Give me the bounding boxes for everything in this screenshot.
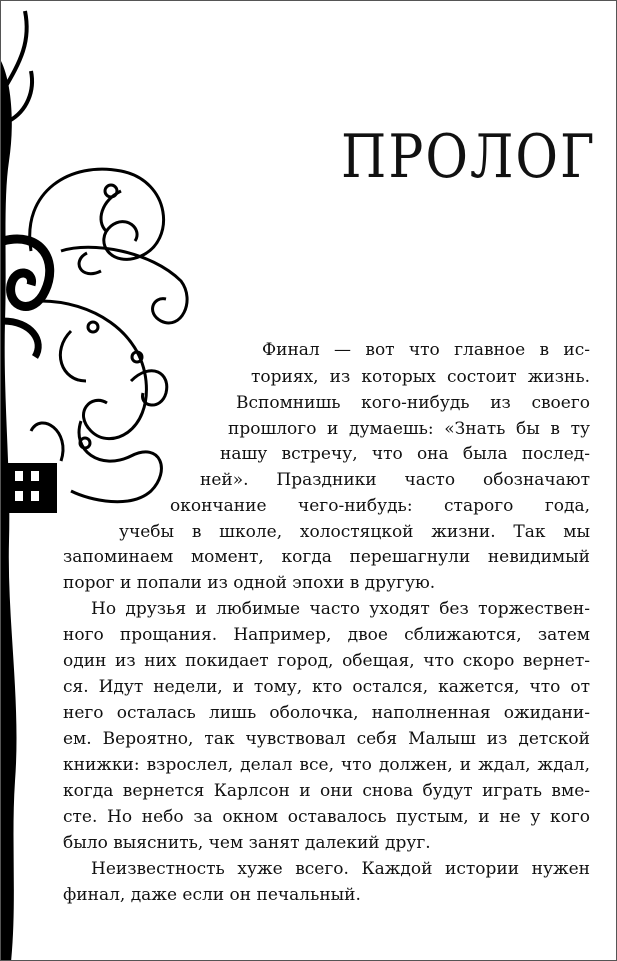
text-line: Но друзья и любимые часто уходят без торжествен- [91, 599, 590, 619]
text-line: сте. Но небо за окном оставалось пустым, и не у кого [63, 807, 590, 827]
text-line: порог и попали из одной эпохи в другую. [63, 573, 436, 593]
text-line: ся. Идут недели, и тому, кто остался, кажется, что от [63, 677, 590, 697]
text-line: один из них покидает город, обещая, что скоро вернет- [63, 651, 590, 671]
text-line: учебы в школе, холостяцкой жизни. Так мы [119, 522, 590, 542]
text-line: книжки: взрослел, делал все, что должен, и ждал, ждал, [63, 755, 590, 775]
text-line: Вспомнишь кого-нибудь из своего [236, 393, 590, 413]
text-line: когда вернется Карлсон и они снова будут играть вме- [63, 781, 590, 801]
text-line: было выяснить, чем занят далекий друг. [63, 833, 431, 853]
text-line: ем. Вероятно, так чувствовал себя Малыш из детской [63, 729, 590, 749]
text-line: Финал — вот что главное в ис- [262, 340, 590, 360]
text-line: нашу встречу, что она была послед- [220, 444, 590, 464]
text-line: окончание чего-нибудь: старого года, [170, 496, 590, 516]
text-line: финал, даже если он печальный. [63, 885, 361, 905]
text-line: ториях, из которых состоит жизнь. [251, 367, 590, 387]
chapter-title: ПРОЛОГ [341, 123, 597, 192]
text-line: ного прощания. Например, двое сближаются, затем [63, 625, 590, 645]
text-line: запоминаем момент, когда перешагнули невидимый [63, 547, 590, 567]
text-line: ней». Праздники часто обозначают [200, 470, 590, 490]
text-line: него осталась лишь оболочка, наполненная ожидани- [63, 703, 590, 723]
text-line: Неизвестность хуже всего. Каждой истории нужен [91, 859, 590, 879]
text-line: прошлого и думаешь: «Знать бы в ту [228, 419, 590, 439]
